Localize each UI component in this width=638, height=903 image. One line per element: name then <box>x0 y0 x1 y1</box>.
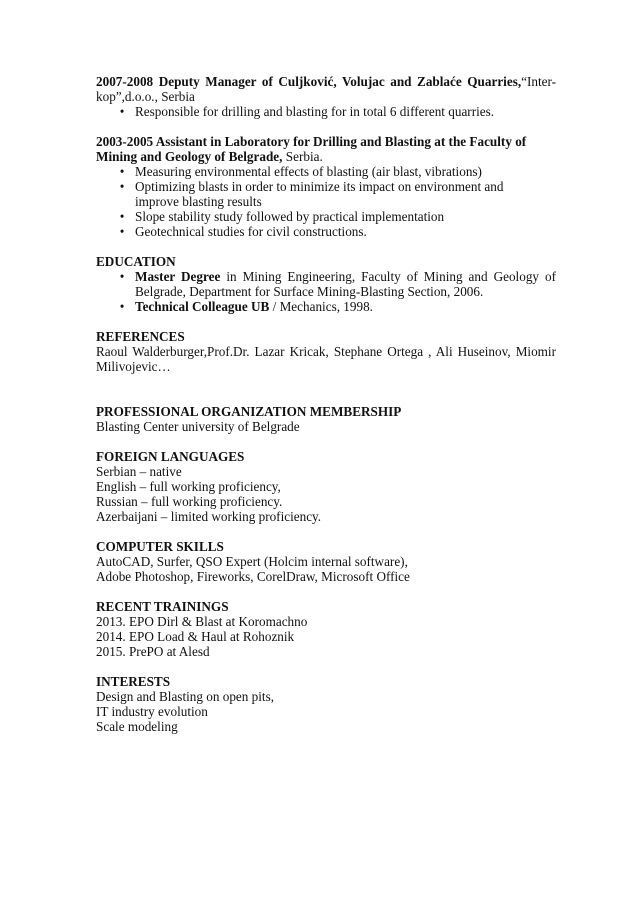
section-heading: RECENT TRAININGS <box>96 599 229 614</box>
bullet-icon: • <box>119 224 125 239</box>
references-text: Raoul Walderburger,Prof.Dr. Lazar Kricak, Stephane Ortega , Ali Huseinov, Miomir Milivojevic… <box>96 344 556 374</box>
bullet-icon: • <box>119 209 125 224</box>
computer-skills-section <box>96 539 556 584</box>
training-line: 2015. PrePO at Alesd <box>96 644 210 659</box>
bullet-icon: • <box>119 104 125 119</box>
interest-line: Design and Blasting on open pits, <box>96 689 275 704</box>
job-entry-culjkovic <box>96 74 556 119</box>
list-item: • Slope stability study followed by practical implementation <box>96 209 556 224</box>
training-line: 2013. EPO Dirl & Blast at Koromachno <box>96 614 308 629</box>
training-line: 2014. EPO Load & Haul at Rohoznik <box>96 629 295 644</box>
language-line: Russian – full working proficiency. <box>96 494 283 509</box>
trainings-section <box>96 599 556 659</box>
job-title-line-2: Mining and Geology of Belgrade, Serbia. <box>96 149 323 164</box>
interests-section <box>96 674 556 734</box>
list-item: • Master Degree in Mining Engineering, Faculty of Mining and Geology of Belgrade, Department for Surface Mining-Blasting Section, 2006. <box>96 269 556 299</box>
job-company-start: “Inter- <box>521 74 556 89</box>
job-entry-laboratory <box>96 134 556 239</box>
resume-page <box>96 74 556 734</box>
skills-line: Adobe Photoshop, Fireworks, CorelDraw, Microsoft Office <box>96 569 410 584</box>
job-company-line: kop”,d.o.o., Serbia <box>96 89 195 104</box>
job-duties-list <box>96 104 556 119</box>
membership-section <box>96 404 556 434</box>
education-list <box>96 269 556 314</box>
bullet-icon: • <box>119 269 125 284</box>
list-item: • Optimizing blasts in order to minimize its impact on environment and improve blasting results <box>96 179 556 209</box>
education-section <box>96 254 556 314</box>
list-item: • Technical Colleague UB / Mechanics, 1998. <box>96 299 556 314</box>
section-heading: EDUCATION <box>96 254 176 269</box>
membership-line: Blasting Center university of Belgrade <box>96 419 300 434</box>
section-heading: INTERESTS <box>96 674 171 689</box>
bullet-icon: • <box>119 179 125 194</box>
interest-line: Scale modeling <box>96 719 178 734</box>
job-title: 2007-2008 Deputy Manager of Culjković, Volujac and Zablaće Quarries, <box>96 74 522 89</box>
language-line: Azerbaijani – limited working proficiency. <box>96 509 322 524</box>
job-title-line <box>96 74 556 89</box>
job-duties-list <box>96 164 556 239</box>
bullet-icon: • <box>119 299 125 314</box>
bullet-icon: • <box>119 164 125 179</box>
list-item: • Measuring environmental effects of blasting (air blast, vibrations) <box>96 164 556 179</box>
language-line: English – full working proficiency, <box>96 479 281 494</box>
list-item: • Responsible for drilling and blasting for in total 6 different quarries. <box>96 104 556 119</box>
section-heading: FOREIGN LANGUAGES <box>96 449 245 464</box>
section-heading: COMPUTER SKILLS <box>96 539 224 554</box>
job-title: 2003-2005 Assistant in Laboratory for Drilling and Blasting at the Faculty of <box>96 134 527 149</box>
skills-line: AutoCAD, Surfer, QSO Expert (Holcim internal software), <box>96 554 408 569</box>
list-item: • Geotechnical studies for civil constructions. <box>96 224 556 239</box>
languages-section <box>96 449 556 524</box>
section-heading: PROFESSIONAL ORGANIZATION MEMBERSHIP <box>96 404 402 419</box>
references-section <box>96 329 556 374</box>
language-line: Serbian – native <box>96 464 182 479</box>
section-heading: REFERENCES <box>96 329 185 344</box>
interest-line: IT industry evolution <box>96 704 208 719</box>
